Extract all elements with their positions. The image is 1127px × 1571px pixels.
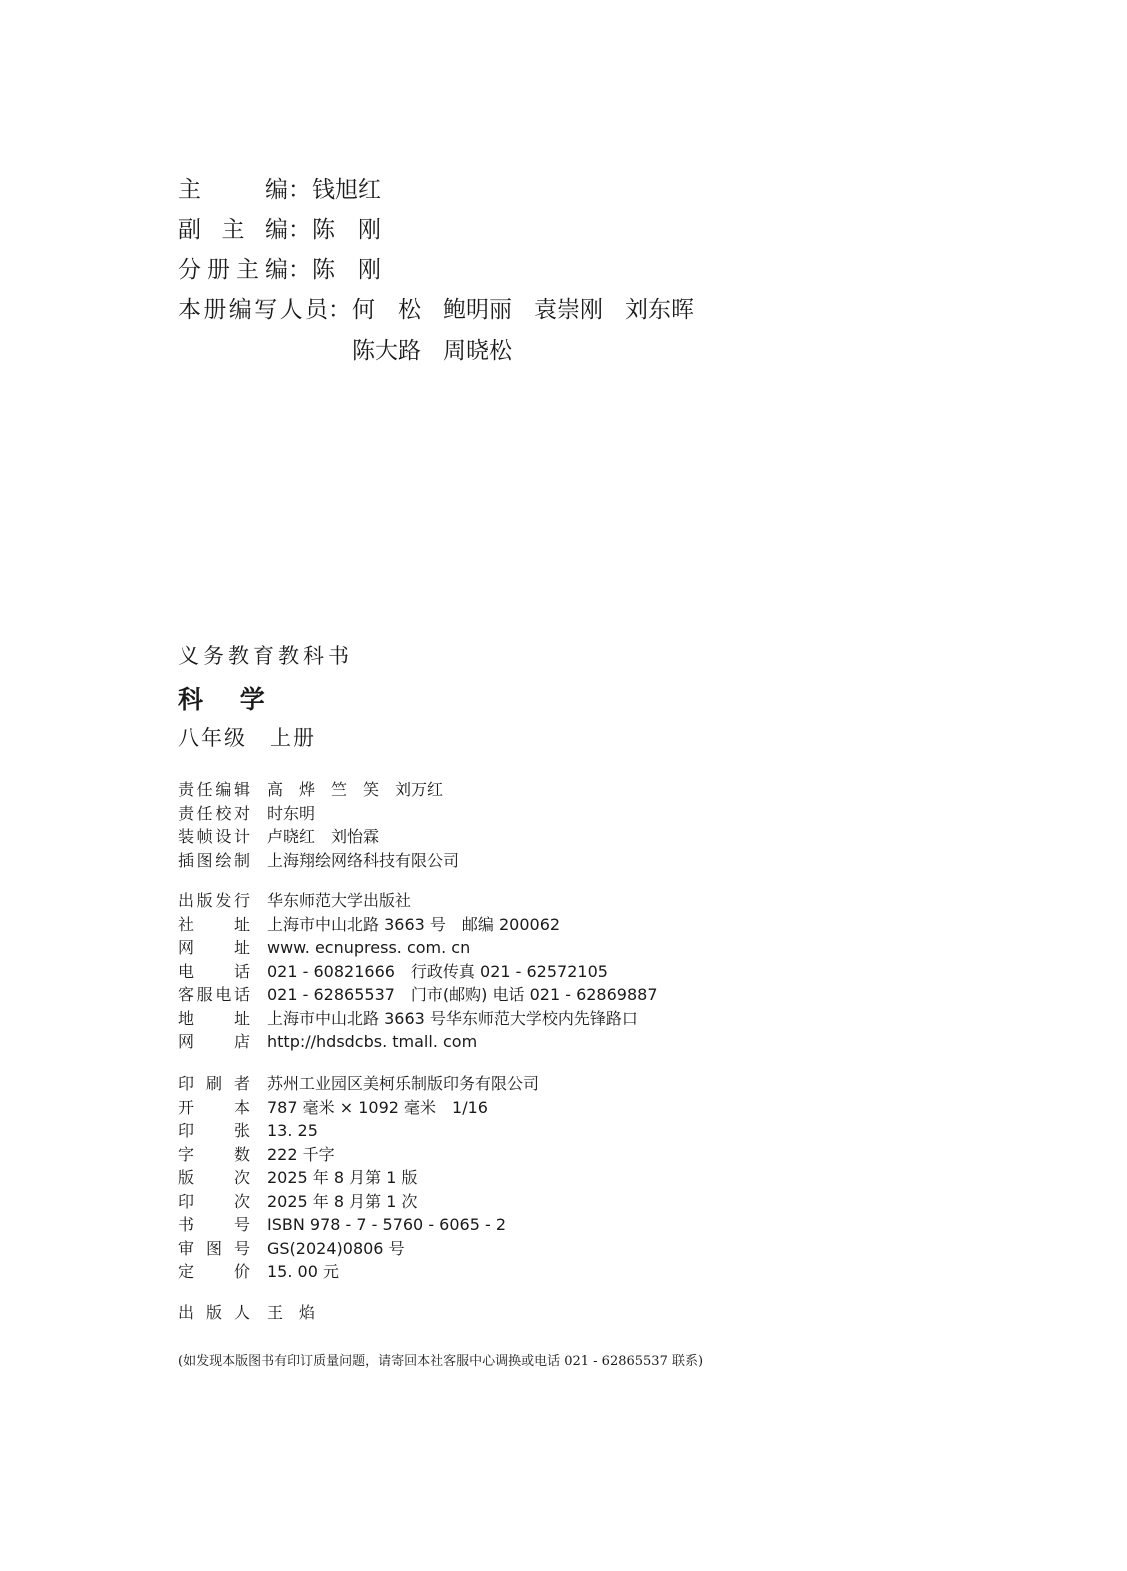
info-row [178,779,443,801]
info-value: 021 - 62865537 门市(邮购) 电话 021 - 62869887 [267,985,658,1004]
info-label: 网店 [178,1032,250,1051]
info-row [178,1167,418,1189]
editor-name: 陈 刚 [312,257,381,283]
info-row [178,1031,477,1053]
editor-names [352,297,694,323]
editor-name: 陈 刚 [312,217,381,243]
info-value: 15. 00 元 [267,1262,339,1281]
info-label: 装帧设计 [178,827,250,846]
info-label: 字数 [178,1145,250,1164]
editor-names [312,217,381,243]
info-label: 客服电话 [178,985,250,1004]
info-label: 插图绘制 [178,851,250,870]
info-value: http://hdsdcbs. tmall. com [267,1032,478,1051]
editor-name: 周晓松 [443,338,512,364]
info-row [178,984,658,1006]
editor-name: 刘东晖 [625,297,694,323]
info-value: 222 千字 [267,1145,335,1164]
info-row [178,1214,506,1236]
info-label: 开本 [178,1098,250,1117]
quality-note: (如发现本版图书有印订质量问题，请寄回本社客服中心调换或电话 021 - 62865537 联系) [178,1354,704,1369]
info-value: 华东师范大学出版社 [267,891,412,910]
editor-row [178,295,694,325]
editor-names [352,338,512,364]
info-value: 苏州工业园区美柯乐制版印务有限公司 [267,1074,540,1093]
info-row [178,1073,539,1095]
info-label: 出版人 [178,1303,250,1322]
info-label: 审图号 [178,1239,250,1258]
info-label: 印刷者 [178,1074,250,1093]
info-row [178,1261,339,1283]
info-row [178,1144,335,1166]
info-value: 上海市中山北路 3663 号 邮编 200062 [267,915,561,934]
info-value: 021 - 60821666 行政传真 021 - 62572105 [267,962,608,981]
info-value: ISBN 978 - 7 - 5760 - 6065 - 2 [267,1215,507,1234]
editor-role: 分册主编 [178,257,288,283]
info-row [178,1097,488,1119]
info-row [178,890,411,912]
info-label: 责任编辑 [178,780,250,799]
info-label: 责任校对 [178,804,250,823]
info-value: www. ecnupress. com. cn [267,938,471,957]
editor-name: 何 松 [352,297,421,323]
info-row [178,826,379,848]
info-row [178,914,560,936]
info-label: 书号 [178,1215,250,1234]
colon: ： [288,177,311,203]
info-label: 社址 [178,915,250,934]
grade-volume: 八年级 上册 [178,726,316,750]
info-row [178,1191,418,1213]
editor-row [178,336,512,366]
info-label: 印次 [178,1192,250,1211]
editor-row [178,175,381,205]
info-value: 时东明 [267,804,316,823]
info-value: 2025 年 8 月第 1 次 [267,1192,418,1211]
info-label: 地址 [178,1009,250,1028]
info-row [178,1008,638,1030]
editor-name: 陈大路 [352,338,421,364]
info-row [178,961,608,983]
info-label: 出版发行 [178,891,250,910]
colon: ： [328,297,351,323]
info-label: 印张 [178,1121,250,1140]
editor-names [312,177,381,203]
info-row [178,1238,405,1260]
editor-role: 主编 [178,177,288,203]
info-value: 13. 25 [267,1121,318,1140]
info-row [178,850,459,872]
series-name: 义务教育教科书 [178,644,353,668]
editor-name: 钱旭红 [312,177,381,203]
info-value: 高 烨 竺 笑 刘万红 [267,780,444,799]
info-label: 版次 [178,1168,250,1187]
info-label: 定价 [178,1262,250,1281]
editor-row [178,255,381,285]
editor-name: 袁崇刚 [534,297,603,323]
editor-role: 本册编写人员 [178,297,328,323]
info-value: GS(2024)0806 号 [267,1239,405,1258]
book-title: 科 学 [178,685,279,714]
editor-row [178,215,381,245]
editor-name: 鲍明丽 [443,297,512,323]
colon: ： [288,257,311,283]
info-row [178,803,315,825]
info-label: 电话 [178,962,250,981]
info-value: 2025 年 8 月第 1 版 [267,1168,418,1187]
info-value: 上海市中山北路 3663 号华东师范大学校内先锋路口 [267,1009,638,1028]
editor-role: 副主编 [178,217,288,243]
info-row [178,1302,315,1324]
info-value: 787 毫米 × 1092 毫米 1/16 [267,1098,488,1117]
info-value: 卢晓红 刘怡霖 [267,827,380,846]
info-value: 王 焰 [267,1303,316,1322]
info-label: 网址 [178,938,250,957]
colon: ： [288,217,311,243]
info-value: 上海翔绘网络科技有限公司 [267,851,460,870]
info-row [178,1120,318,1142]
editor-names [312,257,381,283]
info-row [178,937,470,959]
